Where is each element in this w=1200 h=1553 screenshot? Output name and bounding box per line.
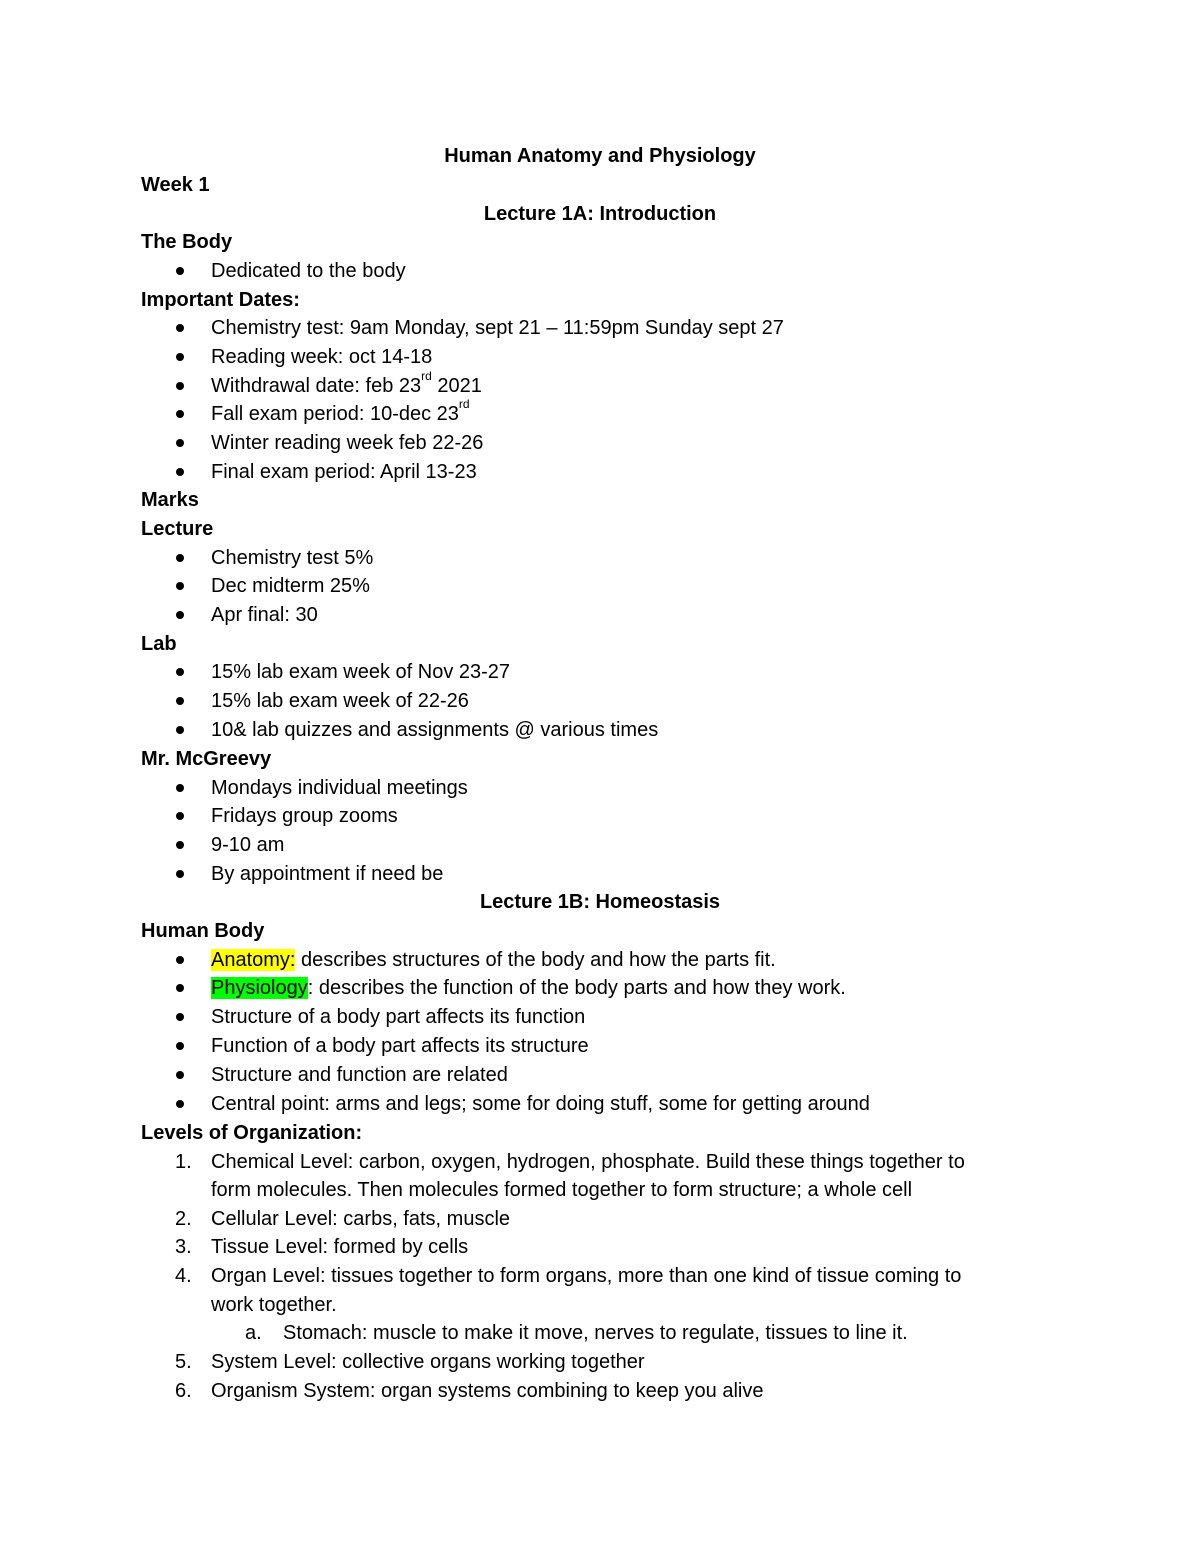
item-number: 4. bbox=[175, 1265, 192, 1287]
physiology-definition: : describes the function of the body parts and how they work. bbox=[307, 977, 846, 999]
list-item-text: Dec midterm 25% bbox=[211, 575, 370, 597]
list-item-text: Chemistry test 5% bbox=[211, 547, 374, 569]
list-item-text: Fridays group zooms bbox=[211, 805, 398, 827]
item-text: Chemical Level: carbon, oxygen, hydrogen, phosphate. Build these things together to bbox=[211, 1151, 965, 1173]
bullet-icon bbox=[176, 353, 184, 361]
list-item-text: Apr final: 30 bbox=[211, 604, 318, 626]
marks-heading: Marks bbox=[141, 489, 199, 511]
item-number: 6. bbox=[175, 1380, 192, 1402]
body-heading: The Body bbox=[141, 231, 233, 253]
list-item-text: Function of a body part affects its structure bbox=[211, 1035, 589, 1057]
list-item-text: Reading week: oct 14-18 bbox=[211, 346, 433, 368]
item-number: 3. bbox=[175, 1236, 192, 1258]
bullet-icon bbox=[176, 468, 184, 476]
bullet-icon bbox=[176, 870, 184, 878]
item-number: 1. bbox=[175, 1151, 192, 1173]
withdrawal-year: 2021 bbox=[431, 375, 482, 397]
item-text: Organ Level: tissues together to form organs, more than one kind of tissue coming to bbox=[211, 1265, 962, 1287]
list-item-text: Dedicated to the body bbox=[211, 260, 406, 282]
human-body-heading: Human Body bbox=[141, 920, 265, 942]
physiology-term: Physiology bbox=[211, 977, 308, 999]
bullet-icon bbox=[176, 582, 184, 590]
list-item-text: Chemistry test: 9am Monday, sept 21 – 11:59pm Sunday sept 27 bbox=[211, 317, 784, 339]
ordinal-suffix: rd bbox=[458, 397, 470, 411]
week-heading: Week 1 bbox=[141, 174, 210, 196]
lab-heading: Lab bbox=[141, 633, 177, 655]
list-item-text: By appointment if need be bbox=[211, 863, 444, 885]
bullet-icon bbox=[176, 956, 184, 964]
item-text: Organism System: organ systems combining to keep you alive bbox=[211, 1380, 764, 1402]
bullet-icon bbox=[176, 668, 184, 676]
bullet-icon bbox=[176, 1013, 184, 1021]
fall-exam-text: Fall exam period: 10-dec 23 bbox=[211, 403, 459, 425]
list-item-text: Mondays individual meetings bbox=[211, 777, 468, 799]
lecture-1b-heading: Lecture 1B: Homeostasis bbox=[479, 891, 721, 913]
bullet-icon bbox=[176, 324, 184, 332]
bullet-icon bbox=[176, 410, 184, 418]
bullet-icon bbox=[176, 726, 184, 734]
list-item-text: Winter reading week feb 22-26 bbox=[211, 432, 484, 454]
sub-item-text: Stomach: muscle to make it move, nerves to regulate, tissues to line it. bbox=[283, 1322, 908, 1344]
list-item-text bbox=[211, 369, 482, 400]
list-item-text: 9-10 am bbox=[211, 834, 285, 856]
item-text: Cellular Level: carbs, fats, muscle bbox=[211, 1208, 511, 1230]
withdrawal-date-text: Withdrawal date: feb 23 bbox=[211, 375, 422, 397]
item-text-continued: form molecules. Then molecules formed together to form structure; a whole cell bbox=[211, 1179, 913, 1201]
bullet-icon bbox=[176, 382, 184, 390]
item-number: 5. bbox=[175, 1351, 192, 1373]
list-item-text: Central point: arms and legs; some for doing stuff, some for getting around bbox=[211, 1093, 870, 1115]
bullet-icon bbox=[176, 554, 184, 562]
lecture-heading: Lecture bbox=[141, 518, 214, 540]
list-item-text: Structure and function are related bbox=[211, 1064, 508, 1086]
levels-heading: Levels of Organization: bbox=[141, 1122, 363, 1144]
lecture-1a-heading: Lecture 1A: Introduction bbox=[483, 203, 717, 225]
mcgreevy-heading: Mr. McGreevy bbox=[141, 748, 272, 770]
bullet-icon bbox=[176, 1042, 184, 1050]
list-item-text: 15% lab exam week of Nov 23-27 bbox=[211, 661, 511, 683]
list-item-text: Final exam period: April 13-23 bbox=[211, 461, 477, 483]
ordinal-suffix: rd bbox=[421, 369, 432, 383]
important-dates-heading: Important Dates: bbox=[141, 289, 300, 311]
bullet-icon bbox=[176, 784, 184, 792]
item-text: System Level: collective organs working together bbox=[211, 1351, 645, 1373]
document-title: Human Anatomy and Physiology bbox=[444, 145, 756, 167]
bullet-icon bbox=[176, 439, 184, 447]
anatomy-term: Anatomy: bbox=[211, 949, 296, 971]
bullet-icon bbox=[176, 697, 184, 705]
bullet-icon bbox=[176, 841, 184, 849]
list-item-text: 15% lab exam week of 22-26 bbox=[211, 690, 469, 712]
anatomy-definition: describes structures of the body and how the parts fit. bbox=[295, 949, 776, 971]
bullet-icon bbox=[176, 1100, 184, 1108]
bullet-icon bbox=[176, 267, 184, 275]
list-item-text bbox=[211, 397, 470, 428]
item-text-continued: work together. bbox=[211, 1294, 337, 1316]
list-item-text bbox=[211, 974, 846, 1002]
sub-item-letter: a. bbox=[245, 1322, 262, 1344]
list-item-text: Structure of a body part affects its function bbox=[211, 1006, 586, 1028]
bullet-icon bbox=[176, 812, 184, 820]
list-item-text bbox=[211, 946, 776, 974]
bullet-icon bbox=[176, 611, 184, 619]
item-number: 2. bbox=[175, 1208, 192, 1230]
item-text: Tissue Level: formed by cells bbox=[211, 1236, 469, 1258]
bullet-icon bbox=[176, 1071, 184, 1079]
bullet-icon bbox=[176, 984, 184, 992]
list-item-text: 10& lab quizzes and assignments @ various times bbox=[211, 719, 659, 741]
